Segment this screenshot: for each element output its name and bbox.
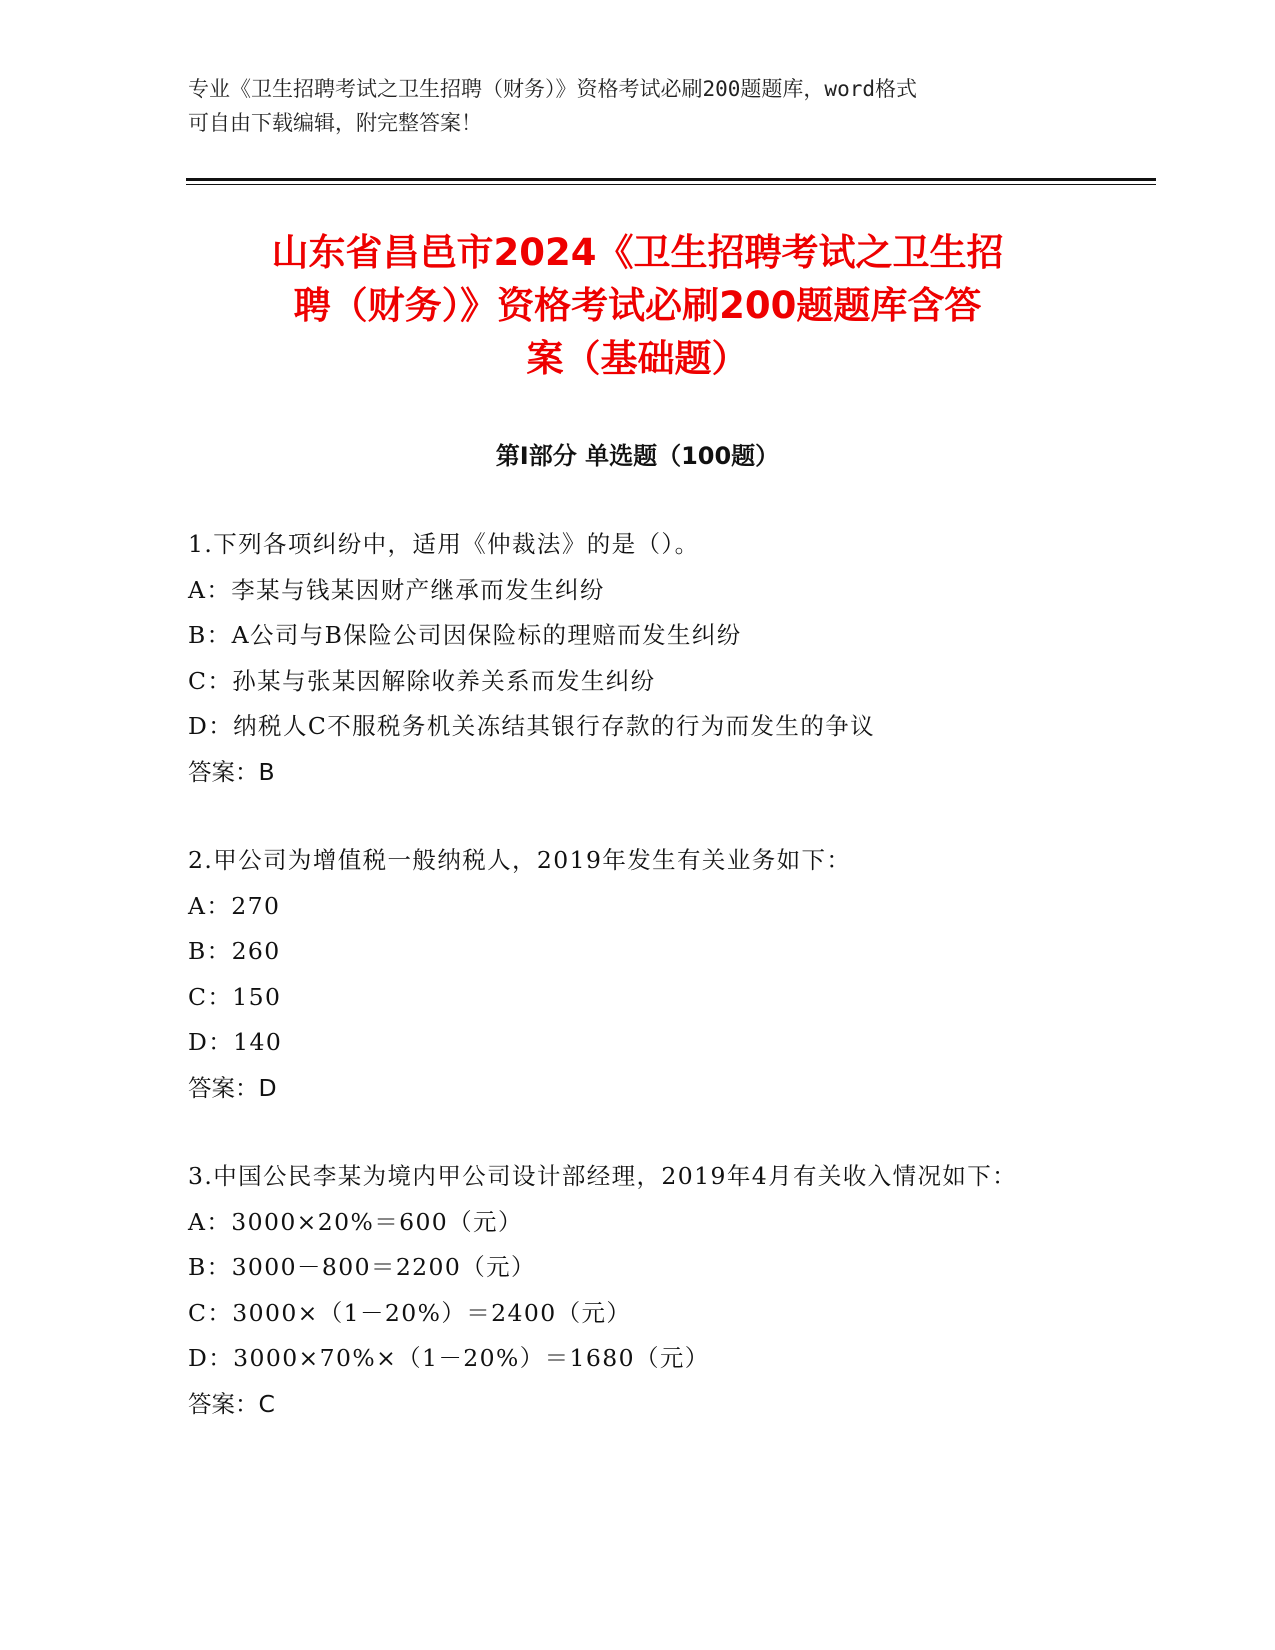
question-stem: 1.下列各项纠纷中，适用《仲裁法》的是（）。 (188, 530, 700, 558)
title-line-3: 案（基础题） (526, 337, 749, 380)
answer-line: 答案：B (188, 757, 275, 786)
option-d: D：3000×70%×（1－20%）＝1680（元） (188, 1344, 710, 1372)
option-a: A：270 (188, 891, 281, 920)
option-a: A：李某与钱某因财产继承而发生纠纷 (188, 575, 605, 604)
option-b: B：3000－800＝2200（元） (188, 1253, 536, 1281)
answer-line: 答案：C (188, 1389, 275, 1418)
option-a: A：3000×20%＝600（元） (188, 1207, 523, 1236)
question-1 (188, 522, 1068, 795)
header-note (188, 72, 1068, 140)
question-3 (188, 1154, 1068, 1427)
question-stem: 2.甲公司为增值税一般纳税人，2019年发生有关业务如下： (188, 846, 852, 874)
option-c: C：150 (188, 982, 282, 1011)
option-b: B：260 (188, 937, 281, 965)
option-c: C：孙某与张某因解除收养关系而发生纠纷 (188, 666, 656, 695)
question-2 (188, 838, 1068, 1111)
header-rule-thick (186, 178, 1156, 181)
title-line-1: 山东省昌邑市2024《卫生招聘考试之卫生招 (271, 231, 1004, 274)
option-d: D：纳税人C不服税务机关冻结其银行存款的行为而发生的争议 (188, 712, 876, 740)
option-c: C：3000×（1－20%）＝2400（元） (188, 1298, 632, 1327)
document-title (150, 226, 1125, 385)
section-heading: 第Ⅰ部分 单选题（100题） (495, 442, 780, 470)
question-stem: 3.中国公民李某为境内甲公司设计部经理，2019年4月有关收入情况如下： (188, 1162, 1018, 1190)
question-list (188, 522, 1068, 1470)
option-b: B：A公司与B保险公司因保险标的理赔而发生纠纷 (188, 621, 742, 649)
header-note-line-2: 可自由下载编辑，附完整答案！ (188, 111, 482, 135)
header-note-line-1: 专业《卫生招聘考试之卫生招聘（财务）》资格考试必刷200题题库，word格式 (188, 77, 917, 101)
answer-line: 答案：D (188, 1073, 277, 1102)
title-line-2: 聘（财务）》资格考试必刷200题题库含答 (293, 284, 982, 327)
option-d: D：140 (188, 1028, 283, 1056)
header-rule-thin (186, 184, 1156, 185)
